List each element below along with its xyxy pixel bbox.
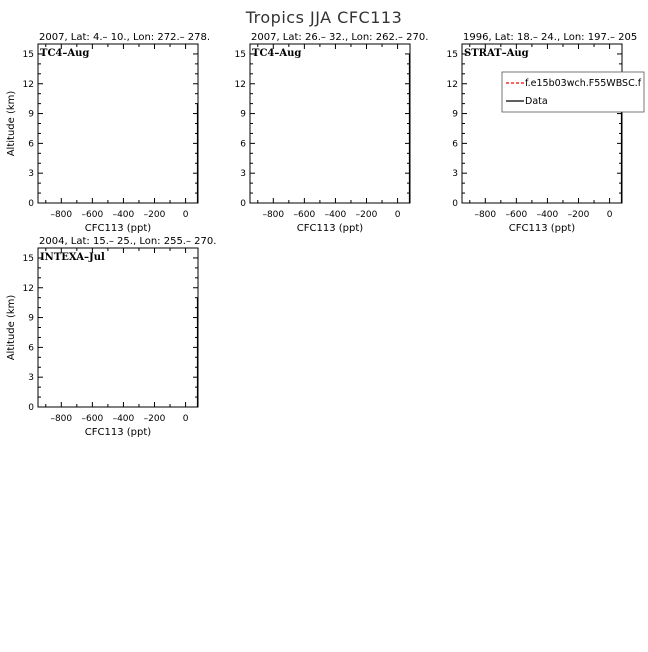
- y-tick-label: 6: [28, 343, 34, 354]
- x-tick-label: 0: [182, 210, 189, 220]
- x-tick-label: –800: [262, 210, 285, 220]
- panel-header: 2004, Lat: 15.– 25., Lon: 255.– 270.: [39, 236, 217, 247]
- campaign-label: INTEXA–Jul: [40, 252, 105, 263]
- panel-header: 2007, Lat: 4.– 10., Lon: 272.– 278.: [39, 32, 211, 43]
- y-tick-label: 12: [446, 79, 458, 90]
- y-tick-label: 15: [22, 253, 34, 264]
- y-tick-label: 9: [28, 109, 34, 120]
- x-tick-label: –800: [474, 210, 497, 220]
- y-tick-label: 9: [28, 313, 34, 324]
- y-tick-label: 0: [240, 199, 246, 209]
- panel-header: 1996, Lat: 18.– 24., Lon: 197.– 205: [463, 32, 638, 43]
- y-tick-label: 6: [452, 139, 458, 150]
- y-tick-label: 9: [452, 109, 458, 120]
- y-tick-label: 0: [452, 199, 458, 209]
- panel-4: [6, 236, 216, 438]
- x-tick-label: –600: [293, 210, 316, 220]
- y-tick-label: 3: [28, 169, 34, 180]
- x-tick-label: 0: [606, 210, 613, 220]
- plot-frame: [38, 248, 198, 407]
- y-tick-label: 3: [28, 373, 34, 384]
- figure-title: Tropics JJA CFC113: [245, 8, 403, 27]
- y-tick-label: 12: [234, 79, 246, 90]
- y-tick-label: 3: [452, 169, 458, 180]
- plot-frame: [462, 44, 622, 203]
- x-tick-label: –800: [50, 414, 73, 424]
- panel-3: [447, 32, 644, 234]
- y-tick-label: 6: [28, 139, 34, 150]
- x-tick-label: –800: [50, 210, 73, 220]
- y-tick-label: 12: [22, 79, 34, 90]
- x-tick-label: 0: [394, 210, 401, 220]
- panel-header: 2007, Lat: 26.– 32., Lon: 262.– 270.: [251, 32, 429, 43]
- legend: [502, 72, 644, 112]
- x-tick-label: –600: [505, 210, 528, 220]
- y-tick-label: 15: [22, 49, 34, 60]
- plot-frame: [38, 44, 198, 203]
- x-tick-label: –200: [143, 210, 166, 220]
- x-tick-label: –600: [81, 414, 104, 424]
- campaign-label: TC4–Aug: [40, 48, 90, 59]
- x-tick-label: –200: [143, 414, 166, 424]
- y-tick-label: 0: [28, 199, 34, 209]
- y-tick-label: 12: [22, 283, 34, 294]
- x-tick-label: –600: [81, 210, 104, 220]
- plot-frame: [250, 44, 410, 203]
- y-tick-label: 6: [240, 139, 246, 150]
- y-tick-label: 3: [240, 169, 246, 180]
- legend-label: f.e15b03wch.F55WBSC.f: [525, 78, 642, 89]
- y-axis-label: Altitude (km): [6, 90, 17, 157]
- panel-2: [235, 32, 429, 234]
- x-tick-label: –200: [567, 210, 590, 220]
- campaign-label: STRAT–Aug: [464, 48, 529, 59]
- x-tick-label: –400: [112, 210, 135, 220]
- y-axis-label: Altitude (km): [6, 294, 17, 361]
- x-tick-label: –400: [536, 210, 559, 220]
- legend-label: Data: [525, 96, 548, 107]
- x-axis-label: CFC113 (ppt): [84, 427, 152, 438]
- y-tick-label: 15: [234, 49, 246, 60]
- y-tick-label: 15: [446, 49, 458, 60]
- x-tick-label: –400: [324, 210, 347, 220]
- x-tick-label: 0: [182, 414, 189, 424]
- x-axis-label: CFC113 (ppt): [296, 223, 364, 234]
- x-tick-label: –200: [355, 210, 378, 220]
- x-tick-label: –400: [112, 414, 135, 424]
- x-axis-label: CFC113 (ppt): [84, 223, 152, 234]
- panel-1: [6, 32, 210, 234]
- y-tick-label: 0: [28, 403, 34, 413]
- campaign-label: TC4–Aug: [252, 48, 302, 59]
- y-tick-label: 9: [240, 109, 246, 120]
- x-axis-label: CFC113 (ppt): [508, 223, 576, 234]
